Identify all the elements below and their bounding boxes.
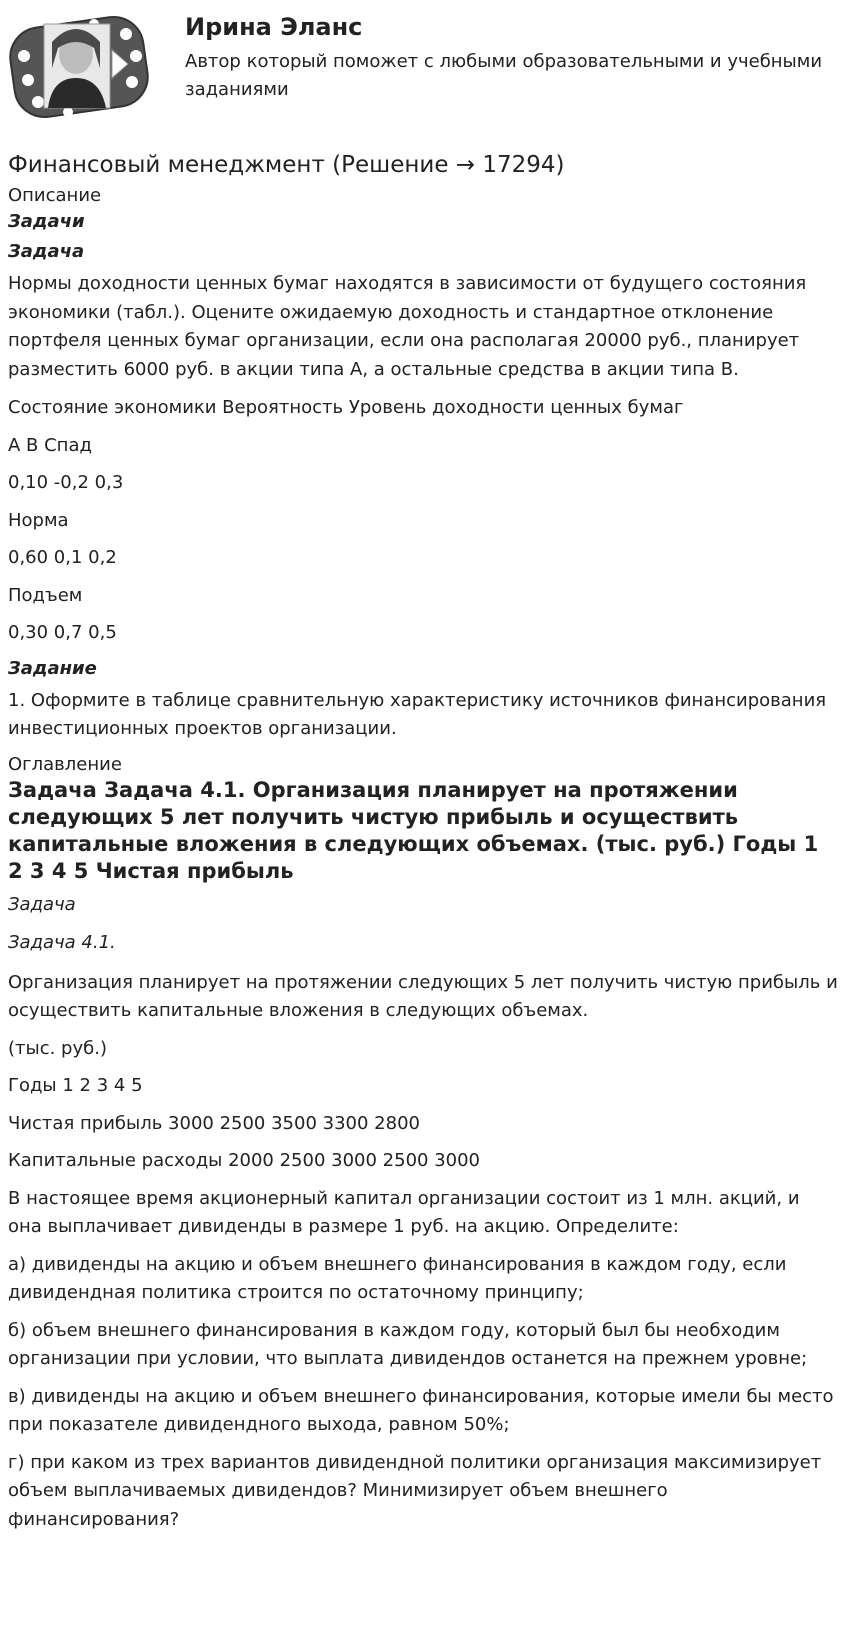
body-paragraph: Чистая прибыль 3000 2500 3500 3300 2800 [8, 1112, 420, 1134]
main-content [0, 150, 847, 1534]
toc-heading: Задача Задача 4.1. Организация планирует на протяжении следующих 5 лет получить чистую прибыль и осуществить капитальные вложения в следующих объемах. (тыс. руб.) Годы 1 2 3 4 5 Чистая прибыль [8, 777, 819, 883]
body-paragraph: а) дивиденды на акцию и объем внешнего финансирования в каждом году, если дивидендная политика строится по остаточному принципу; [8, 1253, 787, 1303]
table-line: 0,30 0,7 0,5 [8, 622, 117, 643]
task-text: Нормы доходности ценных бумаг находятся в зависимости от будущего состояния экономики (табл.). Оцените ожидаемую доходность и стандартное отклонение портфеля ценных бумаг организации, если она располагая 20000 руб., планирует разместить 6000 руб. в акции типа А, а остальные средства в акции типа В. [8, 273, 807, 380]
body-paragraph: г) при каком из трех вариантов дивидендной политики организация максимизирует объем выплачиваемых дивидендов? Минимизирует объем внешнего финансирования? [8, 1451, 822, 1530]
task-heading: Задача [8, 241, 85, 262]
table-line: Состояние экономики Вероятность Уровень доходности ценных бумаг [8, 397, 684, 418]
toc-task-number: Задача 4.1. [8, 931, 116, 953]
body-paragraph: в) дивиденды на акцию и объем внешнего финансирования, которые имели бы место при показателе дивидендного выхода, равном 50%; [8, 1385, 834, 1435]
assignment-text: 1. Оформите в таблице сравнительную характеристику источников финансирования инвестиционных проектов организации. [8, 689, 827, 739]
table-line: Норма [8, 509, 69, 531]
toc-label: Оглавление [8, 753, 122, 775]
assignment-heading: Задание [8, 657, 97, 679]
body-paragraph: Капитальные расходы 2000 2500 3000 2500 3000 [8, 1150, 481, 1171]
body-paragraph: Организация планирует на протяжении следующих 5 лет получить чистую прибыль и осуществить капитальные вложения в следующих объемах. [8, 971, 838, 1021]
table-line: А В Спад [8, 434, 92, 456]
table-line: Подъем [8, 584, 83, 606]
author-name: Ирина Эланс [185, 13, 363, 41]
toc-task: Задача [8, 893, 76, 915]
page-title: Финансовый менеджмент (Решение → 17294) [8, 152, 565, 178]
body-paragraph: Годы 1 2 3 4 5 [8, 1075, 143, 1096]
body-paragraph: б) объем внешнего финансирования в каждом году, который был бы необходим организации при условии, что выплата дивидендов останется на прежнем уровне; [8, 1319, 808, 1369]
film-reel-portrait-icon [8, 8, 150, 126]
author-card [0, 0, 847, 128]
author-description: Автор который поможет с любыми образовательными и учебными заданиями [185, 51, 823, 100]
tasks-heading: Задачи [8, 211, 85, 232]
body-paragraph: (тыс. руб.) [8, 1037, 107, 1059]
description-label: Описание [8, 185, 102, 206]
body-paragraph: В настоящее время акционерный капитал организации состоит из 1 млн. акций, и она выплачивает дивиденды в размере 1 руб. на акцию. Определите: [8, 1187, 800, 1237]
table-line: 0,10 -0,2 0,3 [8, 472, 124, 493]
table-line: 0,60 0,1 0,2 [8, 547, 117, 568]
